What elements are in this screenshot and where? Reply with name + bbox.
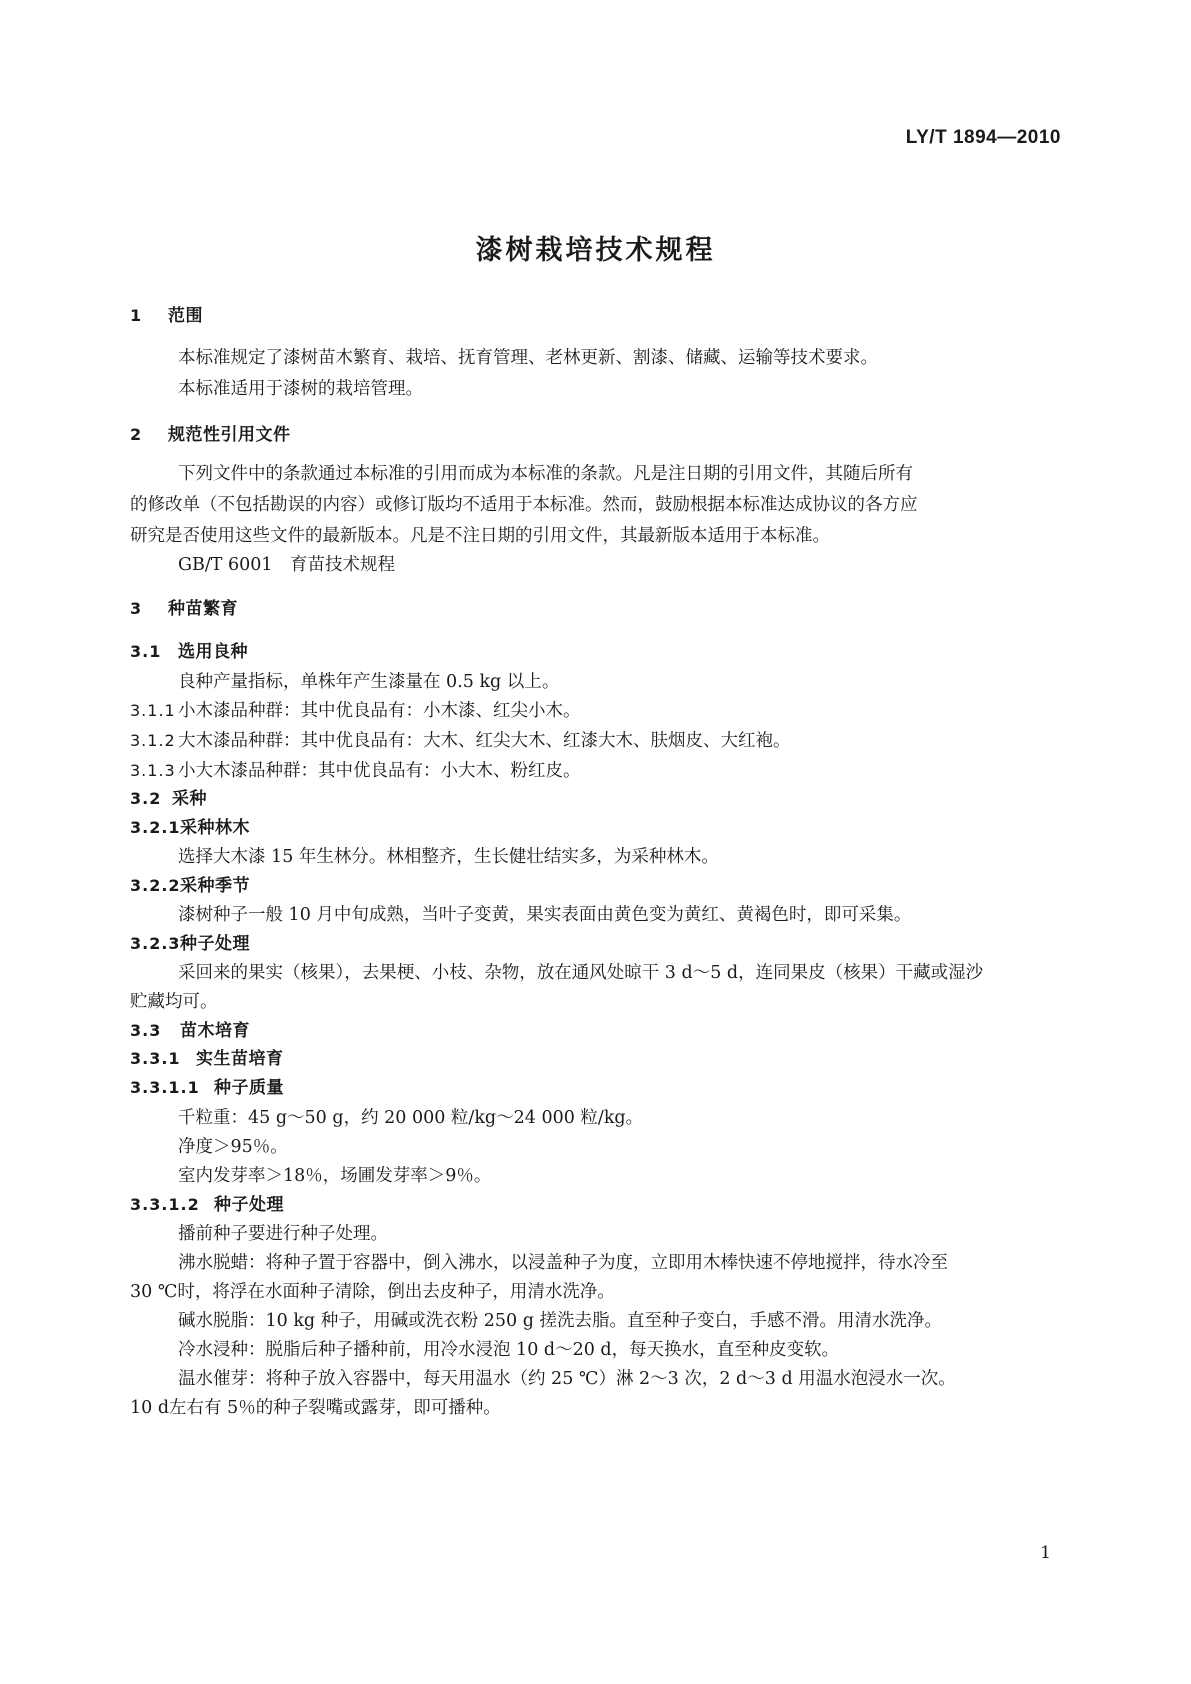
- clause-3-1-3: [130, 759, 1061, 783]
- clause-3-2-3-heading: [130, 932, 1061, 956]
- section-title: 种子质量: [214, 1078, 284, 1098]
- paragraph: 漆树种子一般 10 月中旬成熟，当叶子变黄，果实表面由黄色变为黄红、黄褐色时，即可采集。: [178, 905, 912, 925]
- paragraph-line: 下列文件中的条款通过本标准的引用而成为本标准的条款。凡是注日期的引用文件，其随后所有: [178, 464, 913, 484]
- clause-3-1-1: [130, 699, 1061, 723]
- section-title: 规范性引用文件: [168, 425, 291, 445]
- section-number: 3.3.1.2: [130, 1195, 200, 1214]
- normative-reference: GB/T 6001 育苗技术规程: [178, 555, 396, 575]
- paragraph-line: 10 d左右有 5％的种子裂嘴或露芽，即可播种。: [130, 1398, 501, 1418]
- paragraph: 良种产量指标，单株年产生漆量在 0.5 kg 以上。: [178, 672, 560, 692]
- section-title: 种子处理: [180, 934, 250, 954]
- paragraph-line: 的修改单（不包括勘误的内容）或修订版均不适用于本标准。然而，鼓励根据本标准达成协议的各方应: [130, 495, 918, 515]
- page-number: 1: [1040, 1543, 1051, 1563]
- paragraph-line: 研究是否使用这些文件的最新版本。凡是不注日期的引用文件，其最新版本适用于本标准。: [130, 526, 830, 546]
- subsection-3-2-heading: [130, 787, 1061, 811]
- clause-text: 小大木漆品种群：其中优良品有：小大木、粉红皮。: [178, 761, 581, 781]
- section-title: 实生苗培育: [196, 1049, 284, 1069]
- section-1-heading: [130, 304, 1061, 328]
- paragraph: 碱水脱脂：10 kg 种子，用碱或洗衣粉 250 g 搓洗去脂。直至种子变白，手感不滑。用清水洗净。: [178, 1311, 942, 1331]
- paragraph: 播前种子要进行种子处理。: [178, 1224, 388, 1244]
- section-number: 3.3.1.1: [130, 1078, 200, 1097]
- section-title: 选用良种: [178, 642, 248, 662]
- section-title: 采种: [172, 789, 207, 809]
- clause-3-2-1-heading: [130, 816, 1061, 840]
- document-title: 漆树栽培技术规程: [475, 235, 716, 266]
- section-number: 3.3: [130, 1021, 162, 1040]
- paragraph-line: 采回来的果实（核果），去果梗、小枝、杂物，放在通风处晾干 3 d～5 d，连同果皮（核果）干藏或湿沙: [178, 963, 984, 983]
- clause-text: 小木漆品种群：其中优良品有：小木漆、红尖小木。: [178, 701, 581, 721]
- clause-3-1-2: [130, 729, 1061, 753]
- section-3-heading: [130, 597, 1061, 621]
- clause-3-3-1-1-heading: [130, 1076, 1061, 1100]
- section-number: 2: [130, 425, 143, 444]
- clause-number: 3.1.3: [130, 761, 176, 780]
- paragraph: 室内发芽率＞18％，场圃发芽率＞9％。: [178, 1166, 492, 1186]
- paragraph-line: 沸水脱蜡：将种子置于容器中，倒入沸水，以浸盖种子为度，立即用木棒快速不停地搅拌，待水冷至: [178, 1253, 948, 1273]
- section-number: 1: [130, 306, 143, 325]
- clause-3-3-1-heading: [130, 1047, 1061, 1071]
- paragraph: 净度＞95％。: [178, 1137, 288, 1157]
- paragraph: 千粒重：45 g～50 g，约 20 000 粒/kg～24 000 粒/kg。: [178, 1108, 644, 1128]
- section-number: 3.2: [130, 789, 162, 808]
- clause-number: 3.1.1: [130, 701, 176, 720]
- paragraph: 本标准适用于漆树的栽培管理。: [178, 379, 423, 399]
- section-title: 采种林木: [180, 818, 250, 838]
- section-title: 种苗繁育: [168, 599, 238, 619]
- subsection-3-3-heading: [130, 1019, 1061, 1043]
- paragraph-line: 贮藏均可。: [130, 992, 218, 1012]
- paragraph: 冷水浸种：脱脂后种子播种前，用冷水浸泡 10 d～20 d，每天换水，直至种皮变软。: [178, 1340, 840, 1360]
- section-title: 范围: [168, 306, 203, 326]
- standard-code: LY/T 1894—2010: [905, 127, 1061, 148]
- section-title: 种子处理: [214, 1195, 284, 1215]
- section-number: 3.2.3: [130, 934, 181, 953]
- clause-3-3-1-2-heading: [130, 1193, 1061, 1217]
- section-number: 3.2.1: [130, 818, 181, 837]
- paragraph: 选择大木漆 15 年生林分。林相整齐，生长健壮结实多，为采种林木。: [178, 847, 719, 867]
- section-number: 3.3.1: [130, 1049, 181, 1068]
- section-2-heading: [130, 423, 1061, 447]
- section-title: 采种季节: [180, 876, 250, 896]
- paragraph-line: 30 ℃时，将浮在水面种子清除，倒出去皮种子，用清水洗净。: [130, 1282, 615, 1302]
- section-number: 3: [130, 599, 143, 618]
- clause-text: 大木漆品种群：其中优良品有：大木、红尖大木、红漆大木、肤烟皮、大红袍。: [178, 731, 791, 751]
- section-number: 3.2.2: [130, 876, 181, 895]
- section-title: 苗木培育: [180, 1021, 250, 1041]
- paragraph-line: 温水催芽：将种子放入容器中，每天用温水（约 25 ℃）淋 2～3 次，2 d～3 d 用温水泡浸水一次。: [178, 1369, 956, 1389]
- subsection-3-1-heading: [130, 640, 1061, 664]
- clause-3-2-2-heading: [130, 874, 1061, 898]
- paragraph: 本标准规定了漆树苗木繁育、栽培、抚育管理、老林更新、割漆、储藏、运输等技术要求。: [178, 348, 878, 368]
- section-number: 3.1: [130, 642, 162, 661]
- clause-number: 3.1.2: [130, 731, 176, 750]
